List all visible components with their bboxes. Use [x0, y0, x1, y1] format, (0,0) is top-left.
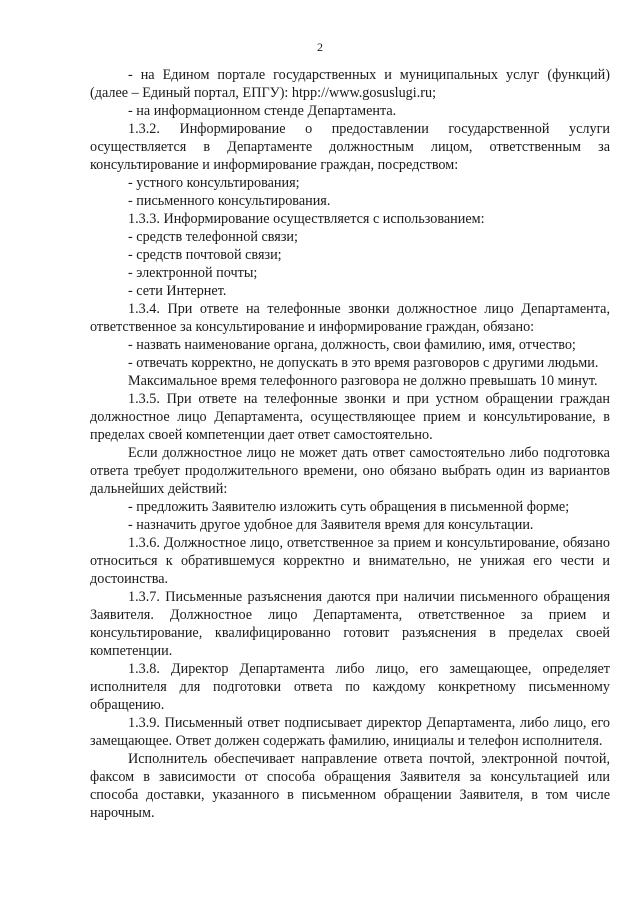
list-item-mail: - средств почтовой связи;	[128, 247, 282, 263]
paragraph-max-time: Максимальное время телефонного разговора не должно превышать 10 минут.	[128, 373, 598, 389]
page-number: 2	[317, 40, 323, 54]
paragraph-portal: - на Едином портале государственных и муниципальных услуг (функций) (далее – Единый портал, ЕПГУ): htpp://www.gosuslugi.ru;	[90, 67, 610, 101]
paragraph-1-3-9: 1.3.9. Письменный ответ подписывает директор Департамента, либо лицо, его замещающее. Ответ должен содержать фамилию, инициалы и телефон исполнителя.	[90, 715, 610, 749]
paragraph-executor: Исполнитель обеспечивает направление ответа почтой, электронной почтой, факсом в зависимости от способа обращения Заявителя за консультацией или способа доставки, указанного в письменном обращении Заявителя, в том числе нарочным.	[90, 751, 610, 821]
list-item-written-form: - предложить Заявителю изложить суть обращения в письменной форме;	[128, 499, 570, 515]
paragraph-1-3-3: 1.3.3. Информирование осуществляется с использованием:	[128, 211, 485, 227]
list-item-oral-consulting: - устного консультирования;	[128, 175, 300, 191]
paragraph-cannot-answer: Если должностное лицо не может дать ответ самостоятельно либо подготовка ответа требует продолжительного времени, оно обязано выбрать один из вариантов дальнейших действий:	[90, 445, 610, 497]
paragraph-1-3-2: 1.3.2. Информирование о предоставлении государственной услуги осуществляется в Департаменте должностным лицом, ответственным за консультирование и информирование граждан, посредством:	[90, 121, 610, 173]
list-item-internet: - сети Интернет.	[128, 283, 227, 299]
list-item-correct: - отвечать корректно, не допускать в это время разговоров с другими людьми.	[128, 355, 599, 371]
paragraph-1-3-7: 1.3.7. Письменные разъяснения даются при наличии письменного обращения Заявителя. Должностное лицо Департамента, ответственное за прием и консультирование, квалифицированно готовит разъяснения в пределах своей компетенции.	[90, 589, 610, 659]
list-item-email: - электронной почты;	[128, 265, 258, 281]
list-item-phone: - средств телефонной связи;	[128, 229, 298, 245]
paragraph-1-3-5: 1.3.5. При ответе на телефонные звонки и при устном обращении граждан должностное лицо Департамента, осуществляющее прием и консультирование, в пределах своей компетенции дает ответ самостоятельно.	[90, 391, 610, 443]
paragraph-info-stand: - на информационном стенде Департамента.	[128, 103, 397, 119]
list-item-written-consulting: - письменного консультирования.	[128, 193, 331, 209]
list-item-introduce: - назвать наименование органа, должность, свои фамилию, имя, отчество;	[128, 337, 576, 353]
paragraph-1-3-6: 1.3.6. Должностное лицо, ответственное за прием и консультирование, обязано относиться к обратившемуся корректно и внимательно, не унижая его чести и достоинства.	[90, 535, 610, 587]
paragraph-1-3-8: 1.3.8. Директор Департамента либо лицо, его замещающее, определяет исполнителя для подготовки ответа по каждому конкретному письменному обращению.	[90, 661, 610, 713]
document-body	[90, 66, 610, 822]
paragraph-1-3-4: 1.3.4. При ответе на телефонные звонки должностное лицо Департамента, ответственное за консультирование и информирование граждан, обязано:	[90, 301, 610, 335]
list-item-other-time: - назначить другое удобное для Заявителя время для консультации.	[128, 517, 534, 533]
